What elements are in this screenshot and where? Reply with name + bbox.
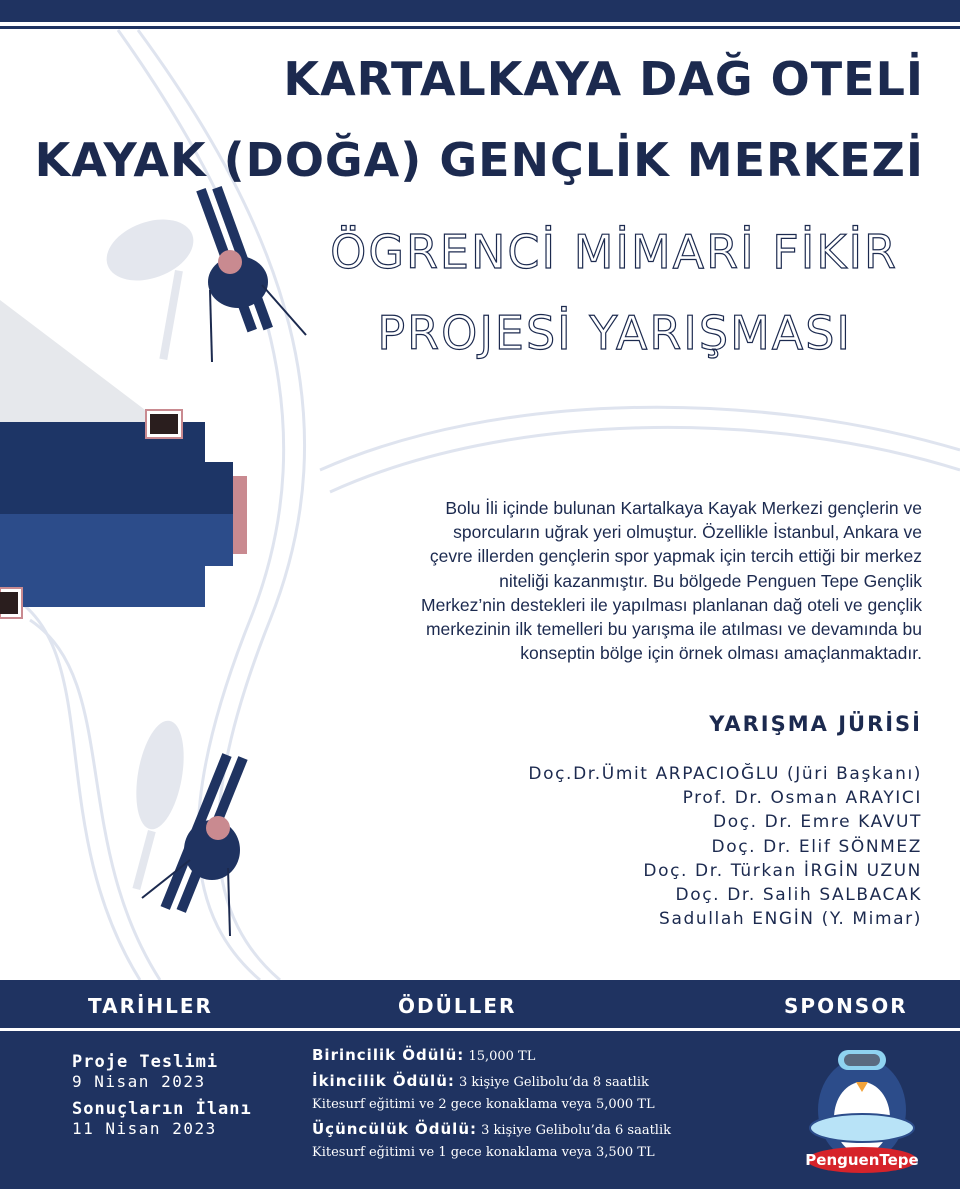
jury-member: Doç. Dr. Türkan İRGİN UZUN: [643, 860, 922, 881]
award-item: [312, 1070, 671, 1116]
award-item: [312, 1044, 671, 1068]
description-line: konseptin bölge için örnek olması amaçlanmaktadır.: [520, 643, 922, 664]
jury-heading: YARIŞMA JÜRİSİ: [709, 712, 922, 736]
award-detail: 15,000 TL: [468, 1049, 536, 1064]
award-detail: 3 kişiye Gelibolu’da 8 saatlik: [459, 1075, 649, 1090]
jury-list: [528, 762, 922, 931]
mountain-shadow: [0, 300, 165, 425]
jury-member: Sadullah ENGİN (Y. Mimar): [659, 909, 922, 930]
award-label: Üçüncülük Ödülü:: [312, 1120, 478, 1138]
jury-member: Doç. Dr. Emre KAVUT: [713, 812, 922, 833]
jury-member: Prof. Dr. Osman ARAYICI: [682, 788, 922, 809]
jury-member: Doç.Dr.Ümit ARPACIOĞLU (Jüri Başkanı): [528, 764, 922, 784]
description-line: merkezinin ilk temelleri bu yarışma ile atılması ve devamında bu: [425, 619, 922, 640]
building-illustration: [0, 410, 247, 618]
date-value: 9 Nisan 2023: [72, 1072, 206, 1091]
award-label: Birincilik Ödülü:: [312, 1046, 465, 1064]
title-line-1: KARTALKAYA DAĞ OTELİ: [283, 52, 924, 106]
award-detail: 3 kişiye Gelibolu’da 6 saatlik: [481, 1123, 671, 1138]
dates-list: [72, 1052, 252, 1146]
ski-track: [0, 590, 140, 980]
jury-member: Doç. Dr. Salih SALBACAK: [675, 885, 922, 906]
sponsor-heading: SPONSOR: [784, 994, 908, 1018]
logo-text: PenguenTepe: [805, 1151, 919, 1169]
skier-figure: [196, 186, 306, 362]
description-paragraph: [332, 496, 922, 665]
description-line: Merkez’nin destekleri ile yapılması planlanan dağ oteli ve gençlik: [421, 594, 922, 615]
award-detail: Kitesurf eğitimi ve 2 gece konaklama veya 5,000 TL: [312, 1097, 655, 1112]
dates-heading: TARİHLER: [88, 994, 213, 1018]
award-detail: Kitesurf eğitimi ve 1 gece konaklama veya 3,500 TL: [312, 1145, 655, 1160]
award-item: [312, 1118, 671, 1164]
awards-heading: ÖDÜLLER: [398, 994, 517, 1018]
subtitle-line-1: ÖGRENCİ MİMARİ FİKİR: [330, 225, 898, 279]
title-line-2: KAYAK (DOĞA) GENÇLİK MERKEZİ: [34, 133, 924, 187]
description-line: sporcuların uğrak yeri olmuştur. Özellikle İstanbul, Ankara ve: [453, 522, 922, 543]
date-value: 11 Nisan 2023: [72, 1119, 217, 1138]
description-line: Bolu İli içinde bulunan Kartalkaya Kayak Merkezi gençlerin ve: [445, 498, 922, 518]
description-line: niteliği kazanmıştır. Bu bölgede Penguen Tepe Gençlik: [499, 570, 922, 591]
ski-track: [330, 427, 960, 492]
award-label: İkincilik Ödülü:: [312, 1072, 455, 1090]
jury-member: Doç. Dr. Elif SÖNMEZ: [711, 836, 922, 857]
date-label: Proje Teslimi: [72, 1052, 219, 1072]
penguen-tepe-logo: [800, 1040, 930, 1180]
description-line: çevre illerden gençlerin spor yapmak için tercih ettiği bir merkez: [429, 546, 922, 567]
date-label: Sonuçların İlanı: [72, 1099, 252, 1119]
subtitle-line-2: PROJESİ YARIŞMASI: [377, 306, 852, 360]
skier-shadow: [98, 208, 202, 360]
awards-list: [312, 1044, 671, 1166]
